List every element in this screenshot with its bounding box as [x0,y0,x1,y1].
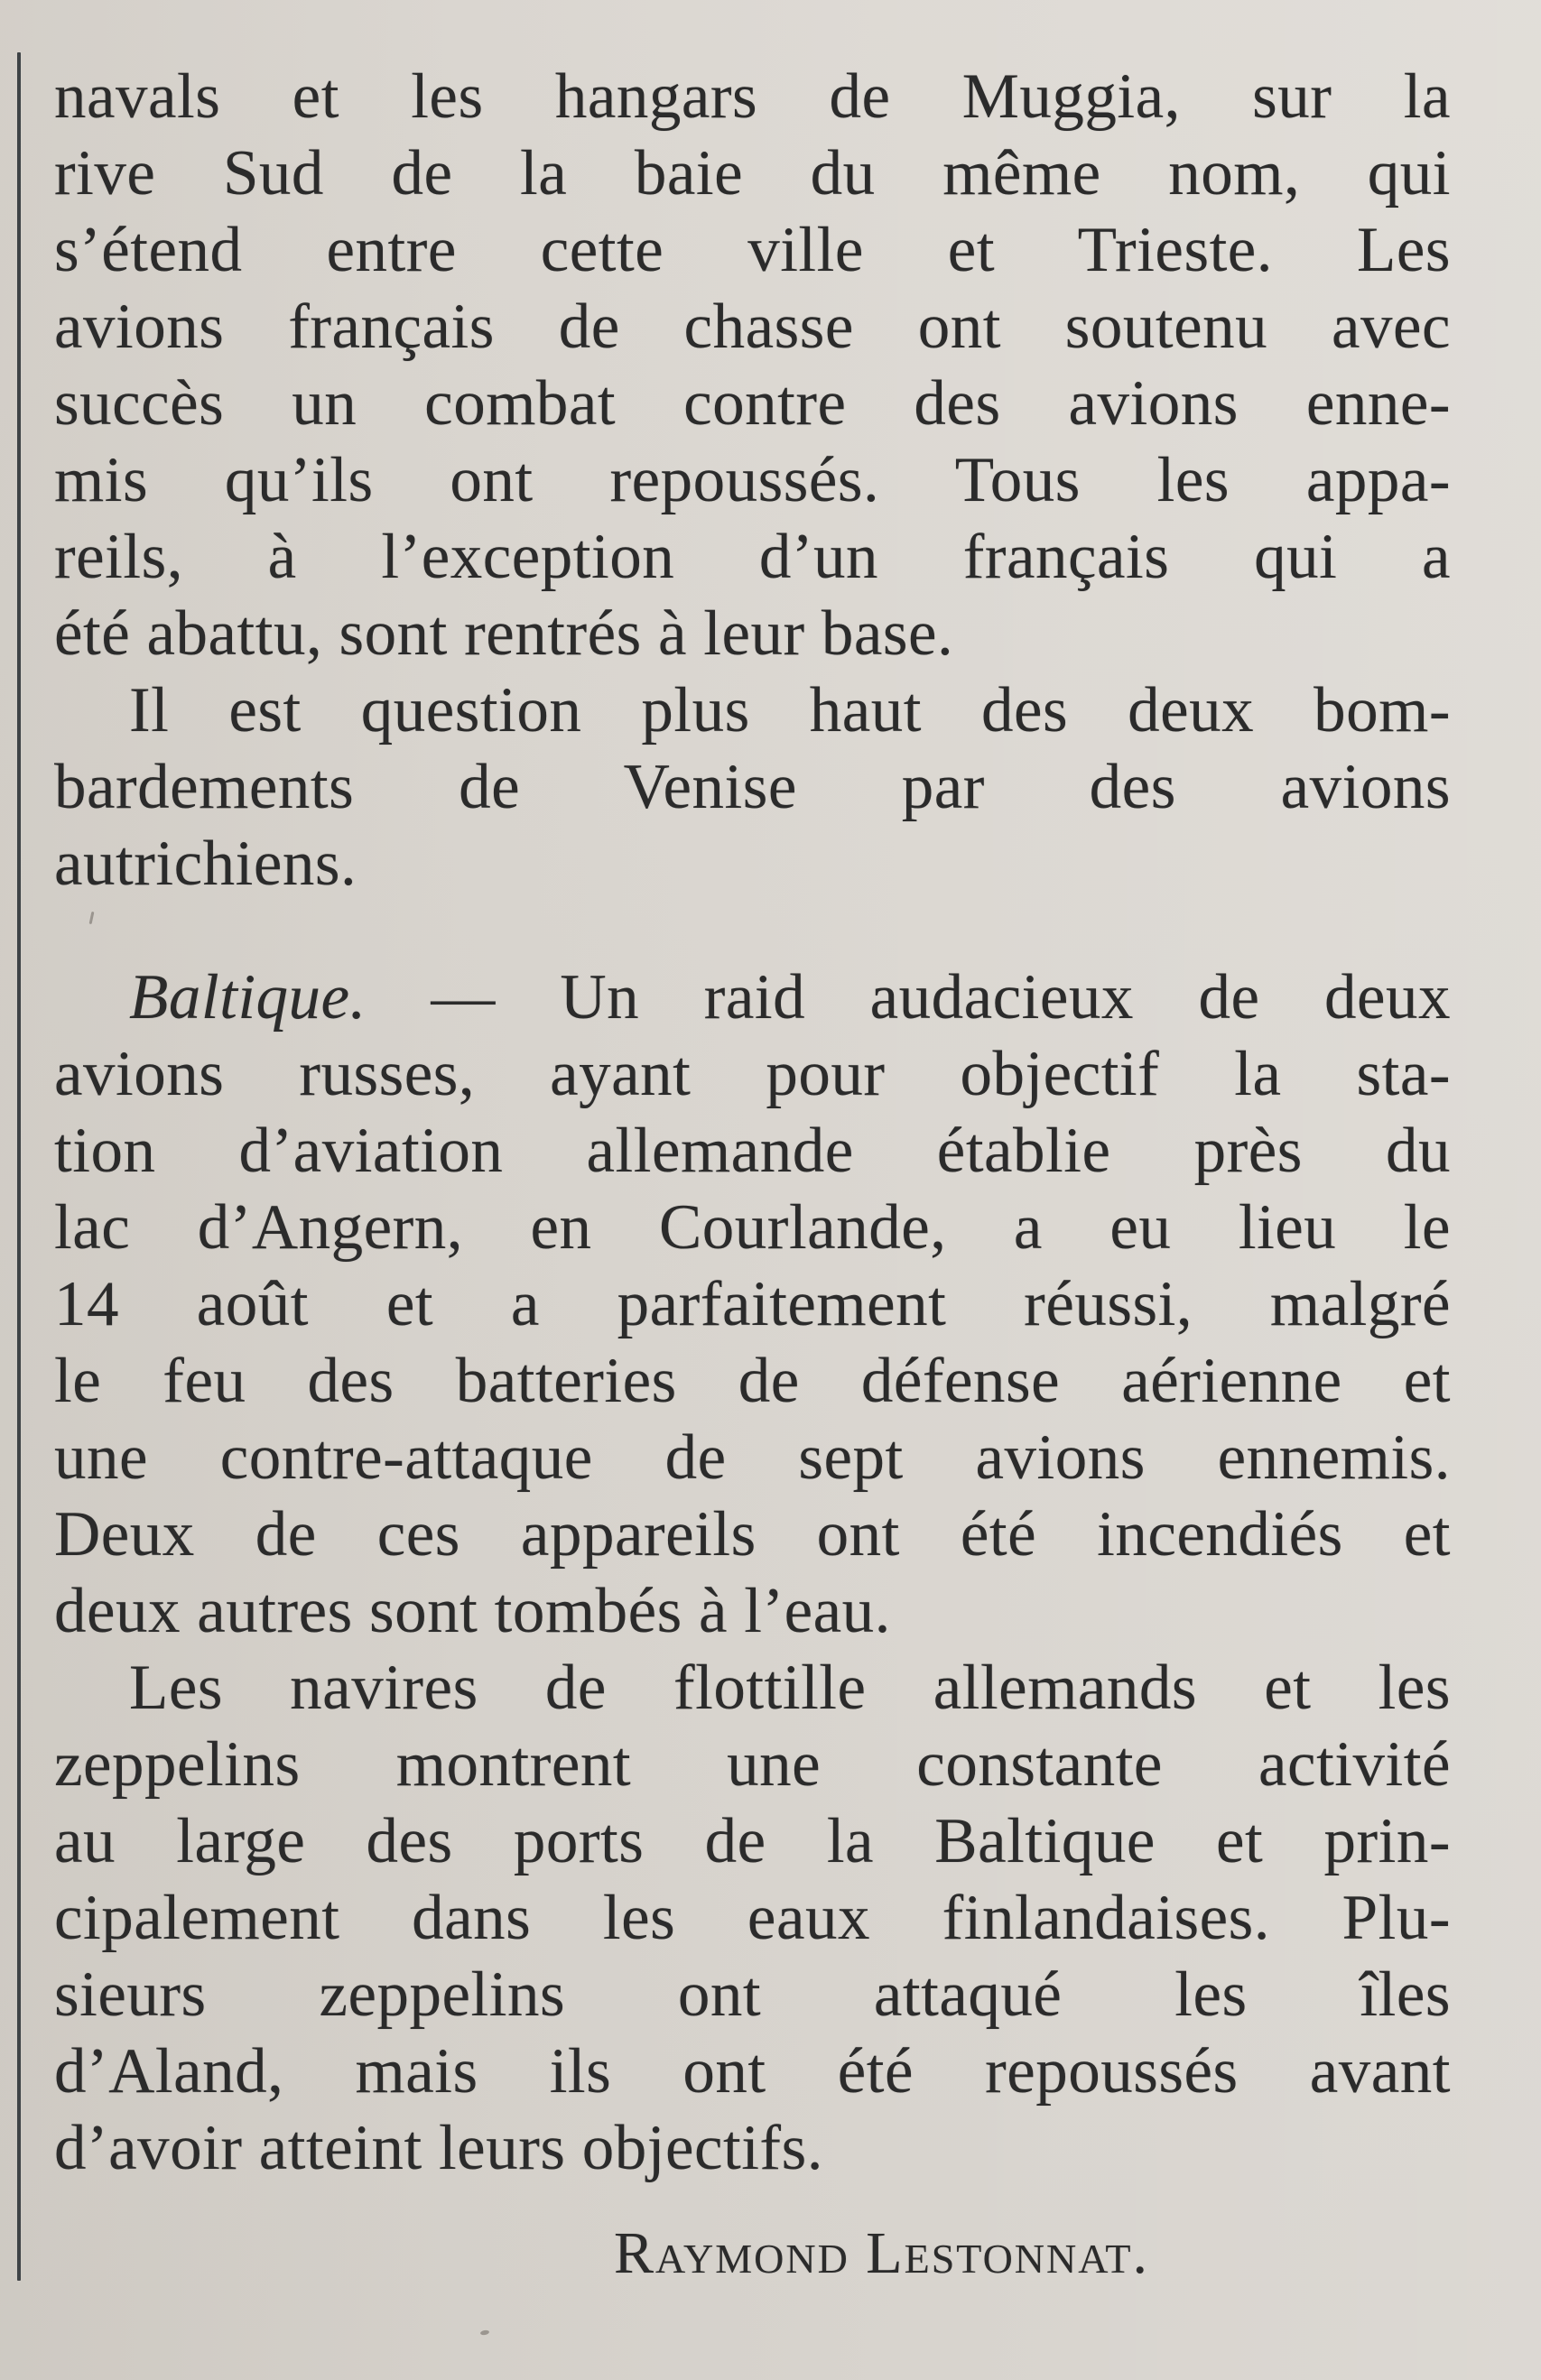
text-line: au large des ports de la Baltique et prin- [54,1806,1451,1876]
text-line: avions français de chasse ont soutenu avec [54,292,1451,362]
text-line: reils, à l’exception d’un français qui a [54,522,1451,592]
text-line: lac d’Angern, en Courlande, a eu lieu le [54,1192,1451,1263]
text-line: une contre-attaque de sept avions ennemis. [54,1422,1451,1493]
text-line: le feu des batteries de défense aérienne et [54,1346,1451,1416]
text-line: rive Sud de la baie du même nom, qui [54,138,1451,208]
paper-blemish [89,912,95,924]
paper-blemish [480,2329,490,2336]
text-line: avions russes, ayant pour objectif la sta- [54,1039,1451,1109]
text-line: navals et les hangars de Muggia, sur la [54,61,1451,132]
text-line: d’Aland, mais ils ont été repoussés avant [54,2036,1451,2107]
text-line: succès un combat contre des avions enne- [54,368,1451,439]
text-line: été abattu, sont rentrés à leur base. [54,598,954,669]
text-line: Les navires de flottille allemands et les [129,1653,1451,1723]
author-signature: Raymond Lestonnat. [614,2220,1149,2286]
text-line: deux autres sont tombés à l’eau. [54,1576,891,1646]
text-line: sieurs zeppelins ont attaqué les îles [54,1959,1451,2030]
text-line: tion d’aviation allemande établie près du [54,1116,1451,1186]
section-heading-baltique: Baltique. [129,962,367,1033]
text-line: s’étend entre cette ville et Trieste. Les [54,215,1451,285]
text-line: zeppelins montrent une constante activité [54,1729,1451,1800]
column-rule [17,52,21,2281]
text-line: 14 août et a parfaitement réussi, malgré [54,1269,1451,1339]
text-line: autrichiens. [54,829,357,899]
text-line: Il est question plus haut des deux bom- [129,675,1451,745]
lead-text: — Un raid audacieux de deux [431,962,1451,1033]
text-line: d’avoir atteint leurs objectifs. [54,2113,823,2183]
text-line: mis qu’ils ont repoussés. Tous les appa- [54,445,1451,515]
text-line: bardements de Venise par des avions [54,752,1451,822]
section-lead-line [129,957,1451,1038]
text-line: Deux de ces appareils ont été incendiés et [54,1499,1451,1570]
text-line: cipalement dans les eaux finlandaises. Plu- [54,1883,1451,1953]
